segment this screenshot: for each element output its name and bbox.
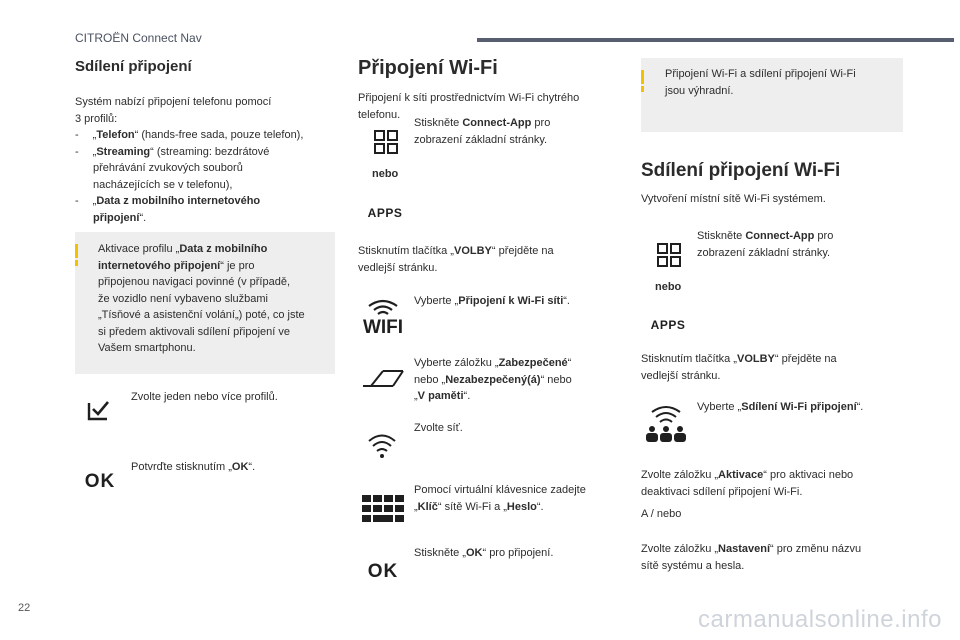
col3-intro: Vytvoření místní sítě Wi-Fi systémem.	[641, 193, 826, 205]
step-select-wifi: Vyberte „Připojení k Wi-Fi síti“.	[414, 295, 570, 307]
col1-intro: Systém nabízí připojení telefonu pomocí 3 profilů:	[75, 96, 272, 125]
section-heading-sharing: Sdílení připojení	[75, 58, 192, 75]
section-heading-wifi-sharing: Sdílení připojení Wi-Fi	[641, 160, 841, 181]
list-item: - „Streaming“ (streaming: bezdrátové	[75, 145, 270, 158]
step-confirm-ok: Potvrďte stisknutím „OK“.	[131, 461, 256, 473]
apps-button-label: APPS	[367, 206, 403, 220]
list-item-cont: připojení“.	[93, 211, 147, 224]
nebo-label: nebo	[372, 168, 399, 180]
step-select-network: Zvolte síť.	[414, 422, 463, 434]
list-item: - „Data z mobilního internetového	[75, 195, 261, 207]
nebo-label: nebo	[655, 281, 682, 293]
list-item: - „Telefon“ (hands-free sada, pouze telefon),	[75, 129, 304, 141]
ok-icon: OK	[367, 561, 399, 582]
info-note-exclusive: Připojení Wi-Fi a sdílení připojení Wi-Fi jsou výhradní.	[641, 58, 903, 132]
list-item-cont: nacházejících se v telefonu),	[93, 178, 233, 191]
step-activation-tab: Zvolte záložku „Aktivace“ pro aktivaci nebo deaktivaci sdílení připojení Wi-Fi.	[641, 469, 854, 498]
step-select-sharing: Vyberte „Sdílení Wi-Fi připojení“.	[697, 401, 864, 413]
wifi-icon	[366, 430, 398, 460]
watermark: carmanualsonline.info	[698, 606, 942, 633]
list-item-cont: přehrávání zvukových souborů	[93, 162, 243, 174]
header-rule	[477, 38, 954, 42]
step-enter-key: Pomocí virtuální klávesnice zadejte „Klíč“ sítě Wi-Fi a „Heslo“.	[414, 484, 586, 513]
section-heading-wifi: Připojení Wi-Fi	[358, 57, 498, 79]
wifi-label: WIFI	[362, 317, 404, 338]
profile-list	[75, 127, 345, 226]
step-volby: Stisknutím tlačítka „VOLBY“ přejděte na vedlejší stránku.	[641, 353, 837, 382]
step-select-profiles: Zvolte jeden nebo více profilů.	[131, 391, 278, 403]
wifi-sharing-icon	[644, 404, 688, 444]
ok-icon: OK	[84, 471, 116, 492]
step-settings-tab: Zvolte záložku „Nastavení“ pro změnu názvu sítě systému a hesla.	[641, 543, 862, 572]
apps-button-label: APPS	[650, 318, 686, 332]
header-title: CITROËN Connect Nav	[75, 31, 202, 45]
checkbox-icon	[86, 398, 112, 422]
step-press-ok: Stiskněte „OK“ pro připojení.	[414, 547, 554, 559]
connect-app-icon	[372, 128, 400, 156]
page-number: 22	[18, 602, 31, 614]
tab-pen-icon	[360, 367, 406, 389]
step-press-connect-app: Stiskněte Connect-App pro zobrazení základní stránky.	[697, 230, 834, 259]
wifi-button-icon	[360, 294, 406, 342]
step-press-connect-app: Stiskněte Connect-App pro zobrazení základní stránky.	[414, 117, 551, 146]
step-select-tab: Vyberte záložku „Zabezpečené“ nebo „Nezabezpečený(á)“ nebo „V paměti“.	[414, 357, 572, 402]
and-or-label: A / nebo	[641, 508, 682, 520]
step-volby: Stisknutím tlačítka „VOLBY“ přejděte na vedlejší stránku.	[358, 245, 554, 274]
connect-app-icon	[655, 241, 683, 269]
keyboard-icon	[361, 494, 405, 524]
info-note-profile: Aktivace profilu „Data z mobilního internetového připojení“ je pro připojenou navigaci povinné (v případě, že vozidlo není vybaveno službami „Tísňové a asistenční volání„) poté, co jste si předem aktivovali sdílení připojení ve Vašem smartphonu.	[75, 232, 335, 374]
col2-intro: Připojení k síti prostřednictvím Wi-Fi chytrého telefonu.	[358, 92, 580, 121]
